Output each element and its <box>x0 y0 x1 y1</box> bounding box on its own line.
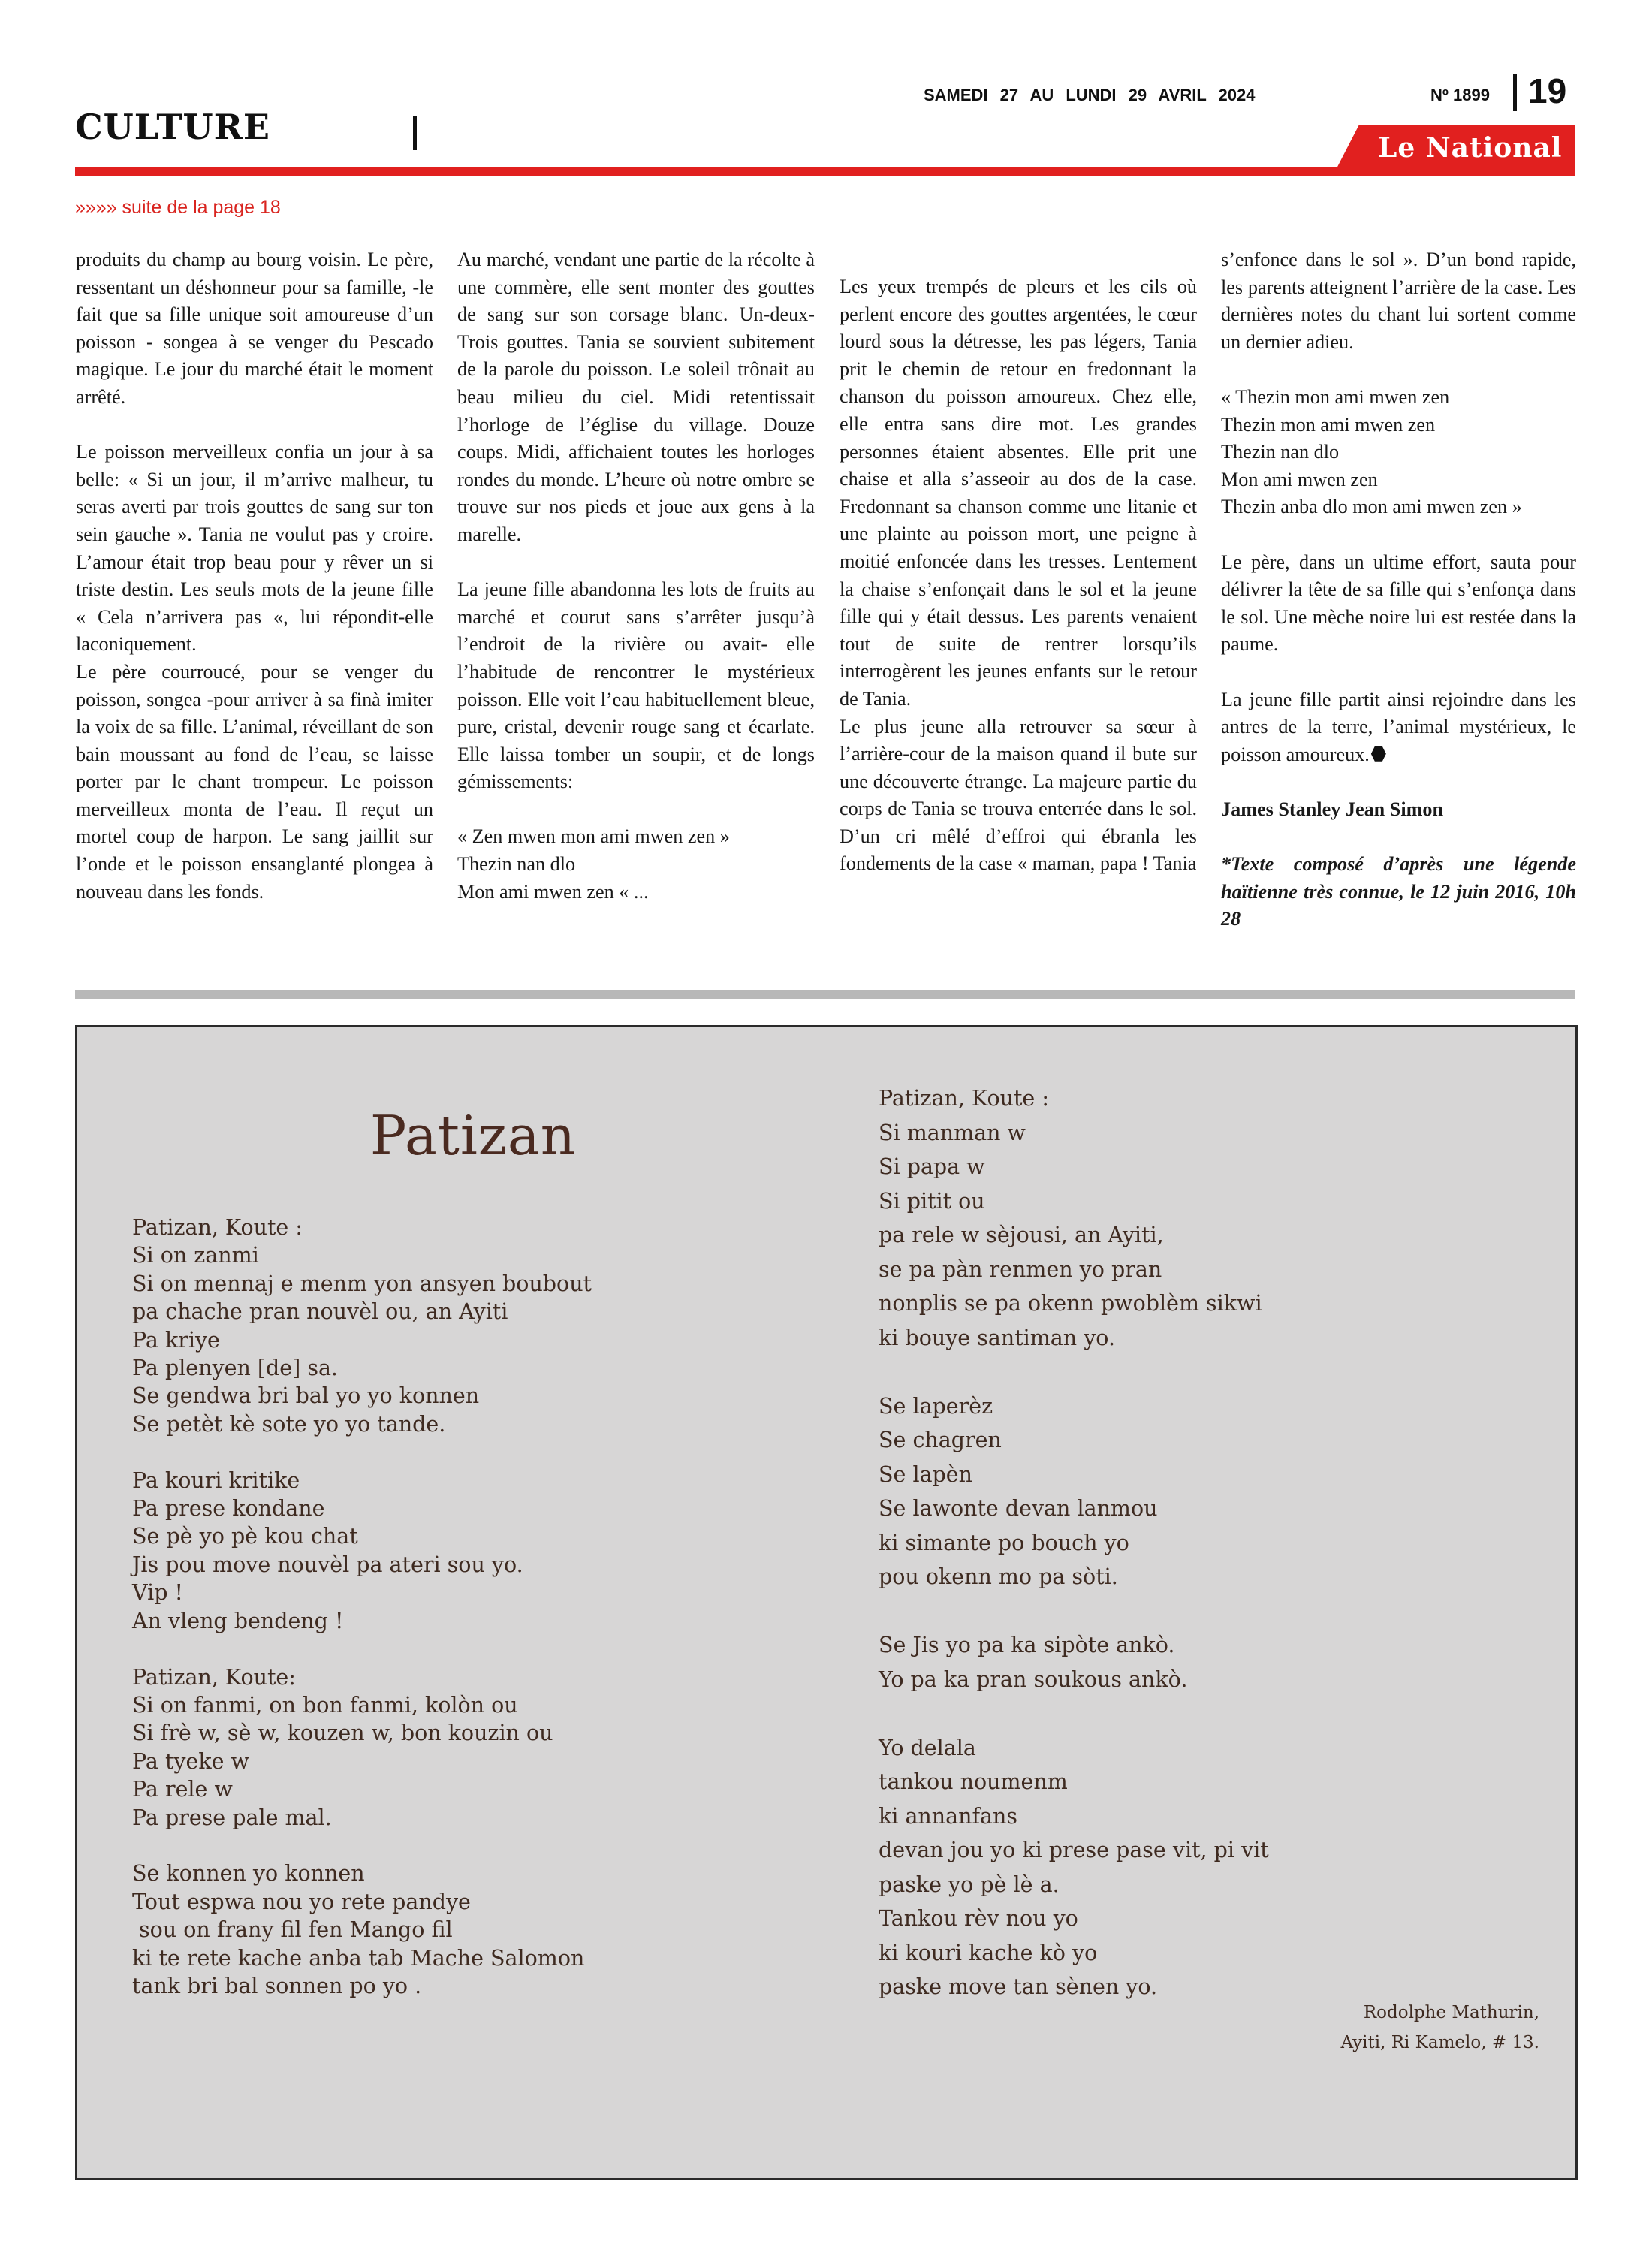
stanza-break <box>879 1697 1269 1731</box>
poem-line: Vip ! <box>132 1580 183 1606</box>
article-paragraph: « Zen mwen mon ami mwen zen » <box>457 825 730 848</box>
poem-line: Yo delala <box>879 1735 976 1760</box>
stanza-break <box>879 1355 1269 1389</box>
poem-line: Se laperèz <box>879 1393 993 1419</box>
poem-line: pou okenn mo pa sòti. <box>879 1564 1118 1589</box>
poem-line: Se Jis yo pa ka sipòte ankò. <box>879 1633 1175 1657</box>
page-number-divider <box>1513 74 1517 111</box>
article-paragraph: Thezin nan dlo <box>457 853 576 876</box>
poem-line: ki bouye santiman yo. <box>879 1325 1116 1350</box>
issue-date: SAMEDI 27 AU LUNDI 29 AVRIL 2024 <box>924 86 1256 104</box>
end-of-article-icon <box>1371 746 1386 762</box>
article-paragraph: Thezin anba dlo mon ami mwen zen » <box>1221 496 1522 518</box>
poem-credit-line: Ayiti, Ri Kamelo, # 13. <box>1340 2033 1539 2052</box>
poem-credit <box>1216 1998 1539 2058</box>
poem-line: Yo pa ka pran soukous ankò. <box>879 1666 1188 1692</box>
poem-line: Si frè w, sè w, kouzen w, bon kouzin ou <box>132 1721 553 1746</box>
poem-line: Se petèt kè sote yo yo tande. <box>132 1411 446 1437</box>
poem-line: Pa rele w <box>132 1777 233 1802</box>
poem-line: tank bri bal sonnen po yo . <box>132 1973 422 1998</box>
poem-line: Patizan, Koute : <box>132 1215 303 1240</box>
article-paragraph: Le poisson merveilleux confia un jour à sa belle: « Si un jour, il m’arrive malheur, tu seras averti par trois gouttes de sang sur ton sein gauche ». Tania ne voulut pas y croire. L’amour était trop beau pour y rêver un si triste destin. Les seuls mots de la jeune fille « Cela n’arrivera pas «, lui répondit-elle laconiquement. <box>76 441 433 656</box>
poem-line: se pa pàn renmen yo pran <box>879 1256 1162 1282</box>
poem-line: Si manman w <box>879 1120 1026 1145</box>
paragraph-gap <box>1221 356 1576 384</box>
stanza-break <box>132 1635 592 1663</box>
article-paragraph: Thezin mon ami mwen zen <box>1221 413 1436 436</box>
poem-line: Se chagren <box>879 1428 1002 1452</box>
section-divider <box>413 116 417 150</box>
stanza-break <box>879 1594 1269 1629</box>
poem-line: Se lawonte devan lanmou <box>879 1496 1158 1521</box>
poem-line: Si on fanmi, on bon fanmi, kolòn ou <box>132 1692 518 1718</box>
poem-line: Pa kriye <box>132 1327 220 1353</box>
article-paragraph: Le père, dans un ultime effort, sauta pour délivrer la tête de sa fille qui s’enfonça dans le sol. Une mèche noire lui est restée dans la paume. <box>1221 550 1576 656</box>
poem-line: nonplis se pa okenn pwoblèm sikwi <box>879 1291 1262 1316</box>
poem-line: Jis pou move nouvèl pa ateri sou yo. <box>132 1552 523 1577</box>
stanza-break <box>132 1438 592 1466</box>
issue-number: Nº 1899 <box>1430 86 1490 104</box>
article-paragraph: Mon ami mwen zen « ... <box>457 880 649 903</box>
poem-line: pa chache pran nouvèl ou, an Ayiti <box>132 1299 508 1325</box>
poem-line: Pa kouri kritike <box>132 1467 300 1493</box>
poem-line: pa rele w sèjousi, an Ayiti, <box>879 1223 1164 1247</box>
poem-line: Si pitit ou <box>879 1188 985 1214</box>
article-paragraph: La jeune fille abandonna les lots de fruits au marché et courut sans s’arrêter jusqu’à l’endroit de la rivière ou avait- elle l’habitude de rencontrer le mystérieux poisson. Elle voit l’eau habituellement bleue, pure, cristal, devenir rouge sang et écarlate. Elle laissa tomber un soupir, et de longs gémissements: <box>457 578 815 793</box>
article-footnote: *Texte composé d’après une légende haïtienne très connue, le 12 juin 2016, 10h 28 <box>1221 853 1576 930</box>
paragraph-gap <box>457 549 815 577</box>
article-paragraph: Thezin nan dlo <box>1221 441 1340 463</box>
paragraph-gap <box>457 796 815 824</box>
poem-line: Si on zanmi <box>132 1243 259 1268</box>
poem-line: paske yo pè lè a. <box>879 1871 1060 1897</box>
poem-line: ki simante po bouch yo <box>879 1530 1129 1555</box>
poem-line: sou on frany fil fen Mango fil <box>132 1917 453 1943</box>
article-paragraph: Le plus jeune alla retrouver sa sœur à l’arrière-cour de la maison quand il bute sur une découverte étrange. La majeure partie du corps de Tania se trouva enterrée dans le sol. D’un cri mêlé d’effroi qui ébranla les fondements de la case « maman, papa ! Tania <box>840 715 1197 875</box>
article-paragraph: Le père courroucé, pour se venger du poisson, songea -pour arriver à sa finà imiter la voix de sa fille. L’animal, réveillant de son bain moussant au fond de l’eau, se laisse porter par le chant trompeur. Le poisson merveilleux monta de l’eau. Il reçut un mortel coup de harpon. Le sang jaillit sur l’onde et le poisson ensanglanté plongea à nouveau dans les fonds. <box>76 660 433 903</box>
poem-column-left <box>132 1214 592 2000</box>
poem-line: Patizan, Koute: <box>132 1664 296 1690</box>
poem-line: paske move tan sènen yo. <box>879 1974 1158 1999</box>
article-column-4 <box>1221 246 1576 933</box>
article-paragraph: Mon ami mwen zen <box>1221 468 1378 490</box>
poem-line: Si papa w <box>879 1154 985 1179</box>
poem-column-right <box>879 1081 1269 2004</box>
poem-line: ki te rete kache anba tab Mache Salomon <box>132 1945 585 1971</box>
poem-line: Patizan, Koute : <box>879 1086 1049 1111</box>
paragraph-gap <box>1221 659 1576 686</box>
poem-line: Pa plenyen [de] sa. <box>132 1356 338 1381</box>
article-paragraph: Les yeux trempés de pleurs et les cils où perlent encore des gouttes argentées, le cœur lourd sous la détresse, les pas légers, Tania prit le chemin de retour en fredonnant la chanson du poisson amoureux. Chez elle, elle entra sans dire mot. Les grandes personnes étaient absentes. Elle prit une chaise et alla s’asseoir au dos de la case. Fredonnant sa chanson comme une litanie et une plainte au poisson mort, une peigne à moitié enfoncée dans les tresses. Lentement la chaise s’enfonçait dans le sol et la jeune fille qui y était dessus. Les parents venaient tout de suite de rentrer lorsqu’ils interrogèrent les jeunes enfants sur le retour de Tania. <box>840 276 1197 710</box>
article-column-4-body <box>1221 246 1576 768</box>
paragraph-gap <box>1221 521 1576 549</box>
section-title: CULTURE <box>75 107 270 147</box>
article-column-1 <box>76 246 433 906</box>
newspaper-name: Le National <box>1378 132 1563 164</box>
stanza-break <box>132 1832 592 1859</box>
article-paragraph: s’enfonce dans le sol ». D’un bond rapide, les parents atteignent l’arrière de la case. Les dernières notes du chant lui sortent comme un dernier adieu. <box>1221 249 1576 353</box>
poem-line: Pa prese kondane <box>132 1496 325 1522</box>
article-paragraph: La jeune fille partit ainsi rejoindre dans les antres de la terre, l’animal mystérieux, le poisson amoureux. <box>1221 688 1576 765</box>
poem-line: Se lapèn <box>879 1461 973 1487</box>
poem-line: ki kouri kache kò yo <box>879 1940 1098 1965</box>
poem-line: Pa prese pale mal. <box>132 1805 332 1830</box>
paragraph-gap <box>76 412 433 439</box>
poem-line: Se konnen yo konnen <box>132 1861 365 1887</box>
poem-line: tankou noumenm <box>879 1769 1068 1794</box>
poem-line: Tout espwa nou yo rete pandye <box>132 1889 471 1914</box>
poem-line: Se gendwa bri bal yo yo konnen <box>132 1383 480 1409</box>
poem-credit-line: Rodolphe Mathurin, <box>1363 2003 1539 2022</box>
poem-line: Si on mennaj e menm yon ansyen boubout <box>132 1271 592 1296</box>
article-column-3 <box>840 273 1197 878</box>
article-paragraph: produits du champ au bourg voisin. Le père, ressentant un déshonneur pour sa famille, -le fait que sa fille unique soit amoureuse d’un poisson - songea à se venger du Pescado magique. Le jour du marché était le moment arrêté. <box>76 249 433 408</box>
poem-title: Patizan <box>369 1104 577 1167</box>
poem-line: devan jou yo ki prese pase vit, pi vit <box>879 1838 1269 1862</box>
page-number: 19 <box>1528 71 1567 110</box>
article-paragraph: « Thezin mon ami mwen zen <box>1221 385 1450 408</box>
article-column-2 <box>457 246 815 906</box>
poem-line: ki annanfans <box>879 1803 1018 1829</box>
article-author: James Stanley Jean Simon <box>1221 798 1444 820</box>
continued-from-link[interactable]: »»»» suite de la page 18 <box>75 197 281 218</box>
poem-line: Se pè yo pè kou chat <box>132 1524 358 1549</box>
poem-line: Pa tyeke w <box>132 1748 249 1774</box>
spacer <box>1221 768 1576 796</box>
poem-line: Tankou rèv nou yo <box>879 1906 1078 1931</box>
section-separator <box>75 990 1575 999</box>
poem-line: An vleng bendeng ! <box>132 1608 344 1633</box>
article-paragraph: Au marché, vendant une partie de la récolte à une commère, elle sent monter des gouttes de sang sur son corsage blanc. Un-deux-Trois gouttes. Tania se souvient subitement de la parole du poisson. Le soleil trônait au beau milieu du ciel. Midi retentissait l’horloge de l’église du village. Douze coups. Midi, affichaient toutes les horloges rondes du monde. L’heure où notre ombre se trouve sur nos pieds et joue aux gens à la marelle. <box>457 249 815 545</box>
spacer <box>1221 823 1576 851</box>
